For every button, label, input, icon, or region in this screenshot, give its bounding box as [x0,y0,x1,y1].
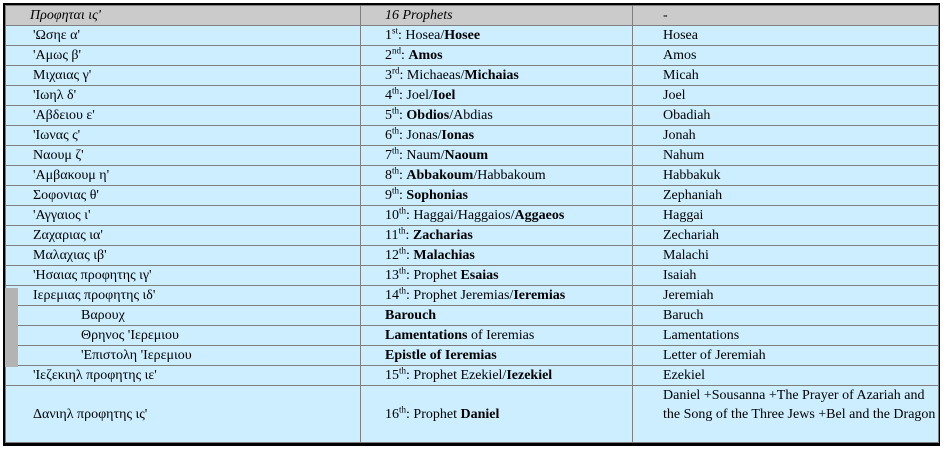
english-name: Lamentations of Ieremias [361,326,633,346]
modern-name: Jonah [633,126,939,146]
greek-name: Βαρουχ [6,306,361,326]
greek-name: 'Αβδειου ε' [6,106,361,126]
table-row [6,286,939,306]
table-row [6,26,939,46]
modern-name: Jeremiah [633,286,939,306]
greek-name: 'Αμβακουμ η' [6,166,361,186]
modern-name: Hosea [633,26,939,46]
modern-name: Nahum [633,146,939,166]
table-row [6,386,939,443]
table-row [6,166,939,186]
english-name: 13th: Prophet Esaias [361,266,633,286]
table-row [6,46,939,66]
modern-name: Haggai [633,206,939,226]
greek-name: Θρηνος 'Ιερεμιου [6,326,361,346]
prophets-table [5,5,939,443]
table-row [6,366,939,386]
table-row [6,106,939,126]
modern-name: Baruch [633,306,939,326]
english-name: Barouch [361,306,633,326]
greek-name: Δανιηλ προφητης ις' [6,386,361,443]
modern-name: Ezekiel [633,366,939,386]
greek-name: 'Ιωηλ δ' [6,86,361,106]
greek-name: 'Αμως β' [6,46,361,66]
table-row [6,266,939,286]
english-name: 11th: Zacharias [361,226,633,246]
table-row [6,86,939,106]
english-name: 9th: Sophonias [361,186,633,206]
table-row [6,226,939,246]
greek-name: 'Ησαιας προφητης ιγ' [6,266,361,286]
table-row-sub [6,346,939,366]
modern-name: Daniel +Sousanna +The Prayer of Azariah and the Song of the Three Jews +Bel and the Dragon [633,386,939,443]
greek-name: Μιχαιας γ' [6,66,361,86]
modern-name: Joel [633,86,939,106]
greek-name: Σοφονιας θ' [6,186,361,206]
modern-name: Lamentations [633,326,939,346]
english-name: 1st: Hosea/Hosee [361,26,633,46]
english-name: 3rd: Michaeas/Michaias [361,66,633,86]
greek-name: 'Αγγαιος ι' [6,206,361,226]
modern-name: Amos [633,46,939,66]
modern-name: Zephaniah [633,186,939,206]
header-english: 16 Prophets [361,6,633,26]
english-name: 7th: Naum/Naoum [361,146,633,166]
greek-name: 'Ιεζεκιηλ προφητης ιε' [6,366,361,386]
modern-name: Letter of Jeremiah [633,346,939,366]
greek-name: Μαλαχιας ιβ' [6,246,361,266]
english-name: 15th: Prophet Ezekiel/Iezekiel [361,366,633,386]
table-row [6,126,939,146]
table-row [6,146,939,166]
greek-name: Ιερεμιας προφητης ιδ' [6,286,361,306]
table-row [6,246,939,266]
greek-name: Ζαχαριας ια' [6,226,361,246]
english-name: 5th: Obdios/Abdias [361,106,633,126]
greek-name: 'Επιστολη 'Ιερεμιου [6,346,361,366]
modern-name: Habbakuk [633,166,939,186]
modern-name: Obadiah [633,106,939,126]
table-header-row [6,6,939,26]
english-name: 16th: Prophet Daniel [361,386,633,443]
table-row [6,206,939,226]
greek-name: 'Ιωνας ς' [6,126,361,146]
header-greek: Προφηται ις' [6,6,361,26]
english-name: 10th: Haggai/Haggaios/Aggaeos [361,206,633,226]
modern-name: Malachi [633,246,939,266]
table-row-sub [6,326,939,346]
table-row-sub [6,306,939,326]
modern-name: Isaiah [633,266,939,286]
jeremiah-group-bracket [5,288,18,367]
modern-name: Zechariah [633,226,939,246]
english-name: 12th: Malachias [361,246,633,266]
table-row [6,186,939,206]
english-name: 8th: Abbakoum/Habbakoum [361,166,633,186]
english-name: 6th: Jonas/Ionas [361,126,633,146]
greek-name: 'Ωσηε α' [6,26,361,46]
english-name: 4th: Joel/Ioel [361,86,633,106]
header-modern: - [633,6,939,26]
english-name: 14th: Prophet Jeremias/Ieremias [361,286,633,306]
modern-name: Micah [633,66,939,86]
table-row [6,66,939,86]
greek-name: Ναουμ ζ' [6,146,361,166]
english-name: 2nd: Amos [361,46,633,66]
english-name: Epistle of Ieremias [361,346,633,366]
